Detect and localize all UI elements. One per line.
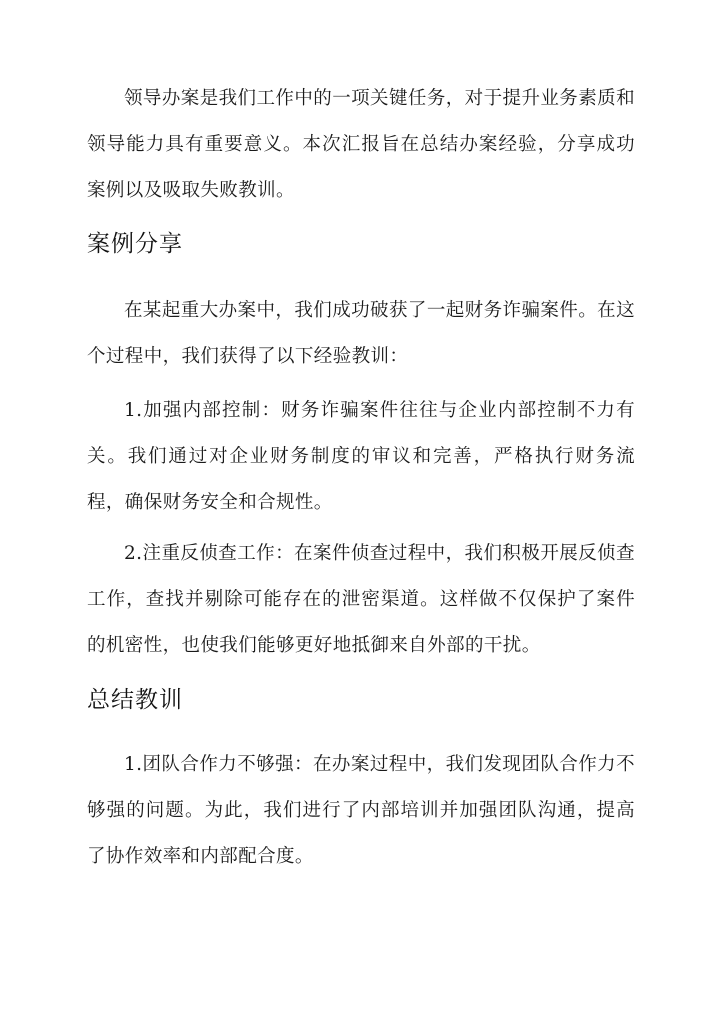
- intro-paragraph: 领导办案是我们工作中的一项关键任务，对于提升业务素质和领导能力具有重要意义。本次汇报旨在总结办案经验，分享成功案例以及吸取失败教训。: [87, 88, 635, 201]
- section-heading-case-sharing: 案例分享: [87, 231, 183, 257]
- case-item-paragraph: 2.注重反侦查工作：在案件侦查过程中，我们积极开展反侦查工作，查找并剔除可能存在的泄密渠道。这样做不仅保护了案件的机密性，也使我们能够更好地抵御来自外部的干扰。: [87, 543, 635, 656]
- case-item-paragraph: 1.加强内部控制：财务诈骗案件往往与企业内部控制不力有关。我们通过对企业财务制度的审议和完善，严格执行财务流程，确保财务安全和合规性。: [87, 400, 635, 513]
- lessons-item-paragraph: 1.团队合作力不够强：在办案过程中，我们发现团队合作力不够强的问题。为此，我们进行了内部培训并加强团队沟通，提高了协作效率和内部配合度。: [87, 754, 635, 867]
- case-lead-paragraph: 在某起重大办案中，我们成功破获了一起财务诈骗案件。在这个过程中，我们获得了以下经验教训：: [87, 300, 635, 367]
- section-heading-lessons: 总结教训: [87, 687, 183, 713]
